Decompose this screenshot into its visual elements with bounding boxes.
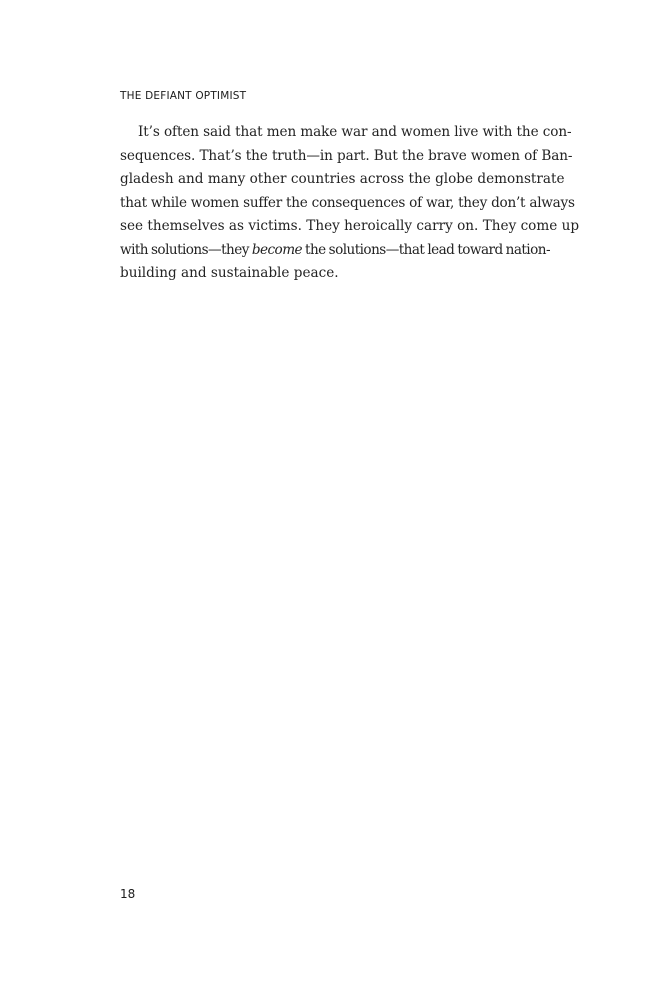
paragraph-line-1: It’s often said that men make war and women live with the con-	[138, 124, 572, 140]
page-number: 18	[120, 887, 136, 901]
italic-emphasis: become	[251, 241, 303, 258]
paragraph-line-7: building and sustainable peace.	[120, 265, 339, 281]
line-6-text-before: with solutions—they	[120, 241, 252, 258]
paragraph-line-5: see themselves as victims. They heroically carry on. They come up	[120, 218, 580, 234]
paragraph-line-6	[120, 239, 550, 263]
paragraph-line-3: gladesh and many other countries across the globe demonstrate	[120, 171, 565, 187]
paragraph-line-4: that while women suffer the consequences of war, they don’t always	[120, 194, 575, 211]
body-paragraph	[120, 121, 580, 286]
paragraph-line-2: sequences. That’s the truth—in part. But the brave women of Ban-	[120, 147, 573, 164]
running-head: THE DEFIANT OPTIMIST	[120, 90, 247, 102]
line-6-text-after: the solutions—that lead toward nation-	[302, 241, 550, 258]
